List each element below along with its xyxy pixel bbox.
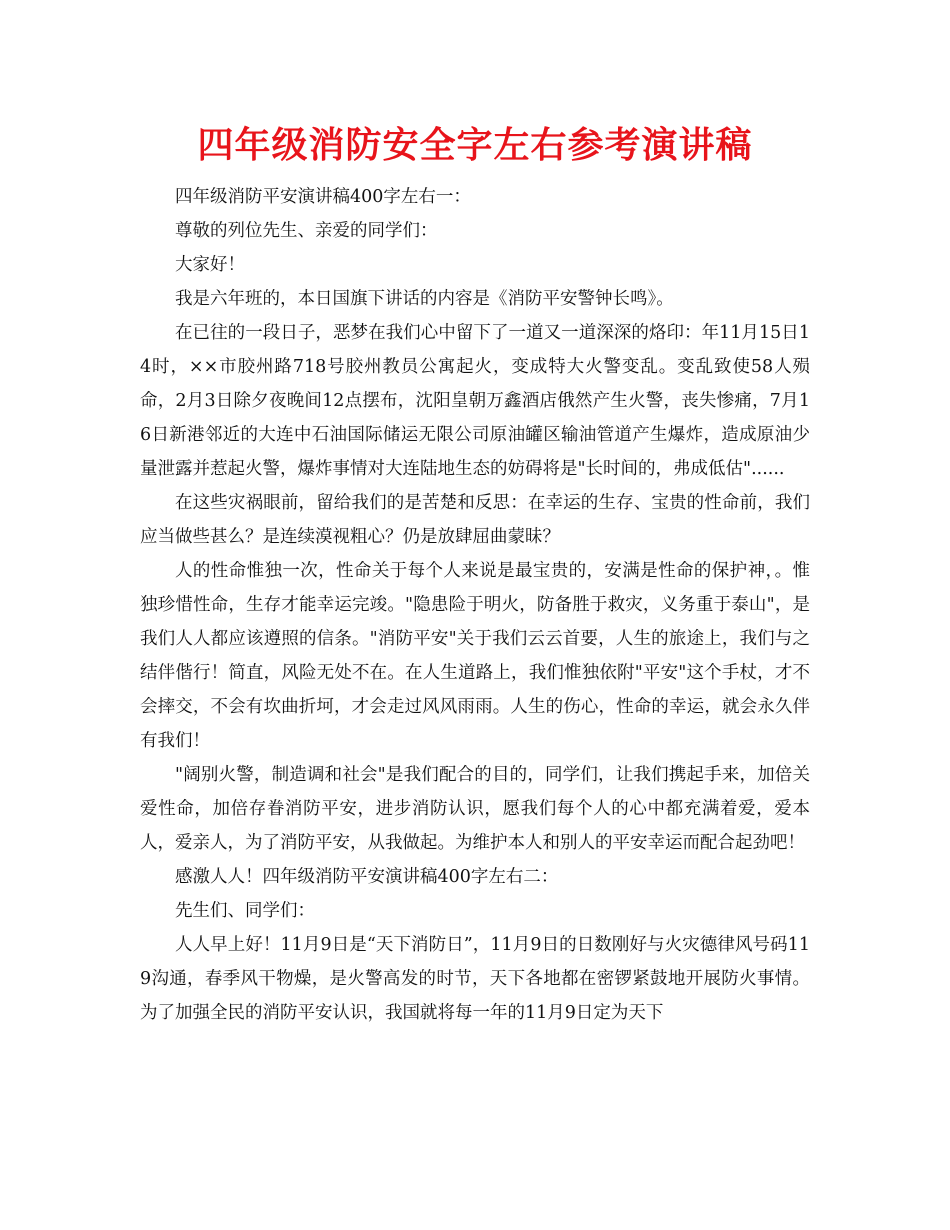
paragraph-fire-day: 人人早上好！11月9日是“天下消防日”，11月9日的日数刚好与火灾德律风号码119沟通，春季风干物燥，是火警高发的时节，天下各地都在密锣紧鼓地开展防火事情。为了加强全民的消防平安认识，我国就将每一年的11月9日定为天下 [140, 935, 810, 1023]
paragraph-salutation: 尊敬的列位先生、亲爱的同学们： [175, 221, 438, 241]
paragraph-speech-two-heading: 感激人人！四年级消防平安演讲稿400字左右二： [175, 867, 559, 887]
paragraph-salutation-two: 先生们、同学们： [175, 901, 315, 921]
paragraph-speech-one-heading: 四年级消防平安演讲稿400字左右一： [175, 187, 471, 207]
paragraph-disasters: 在已往的一段日子，恶梦在我们心中留下了一道又一道深深的烙印：年11月15日14时，××市胶州路718号胶州教员公寓起火，变成特大火警变乱。变乱致使58人殒命，2月3日除夕夜晚间12点摆布，沈阳皇朝万鑫酒店俄然产生火警，丧失惨痛，7月16日新港邻近的大连中石油国际储运无限公司原油罐区输油管道产生爆炸，造成原油少量泄露并惹起火警，爆炸事情对大连陆地生态的妨碍将是"长时间的，弗成低估"...... [140, 323, 810, 479]
paragraph-call-to-action: "阔别火警，制造调和社会"是我们配合的目的，同学们，让我们携起手来，加倍关爱性命，加倍存眷消防平安，进步消防认识，愿我们每个人的心中都充满着爱，爱本人，爱亲人，为了消防平安，从我做起。为维护本人和别人的平安幸运而配合起劲吧！ [140, 765, 810, 853]
paragraph-introduction: 我是六年班的，本日国旗下讲话的内容是《消防平安警钟长鸣》。 [175, 289, 674, 309]
paragraph-greeting: 大家好！ [175, 255, 245, 275]
paragraph-reflection: 在这些灾祸眼前，留给我们的是苦楚和反思：在幸运的生存、宝贵的性命前，我们应当做些甚么？是连续漠视粗心？仍是放肆屈曲蒙昧？ [140, 493, 810, 547]
paragraph-value-of-life: 人的性命惟独一次，性命关于每个人来说是最宝贵的，安满是性命的保护神，。惟独珍惜性命，生存才能幸运完竣。"隐患险于明火，防备胜于救灾，义务重于泰山"，是我们人人都应该遵照的信条。"消防平安"关于我们云云首要，人生的旅途上，我们与之结伴偕行！简直，风险无处不在。在人生道路上，我们惟独依附"平安"这个手杖，才不会摔交，不会有坎曲折坷，才会走过风风雨雨。人生的伤心，性命的幸运，就会永久伴有我们！ [140, 561, 810, 751]
document-title: 四年级消防安全字左右参考演讲稿 [197, 125, 753, 166]
